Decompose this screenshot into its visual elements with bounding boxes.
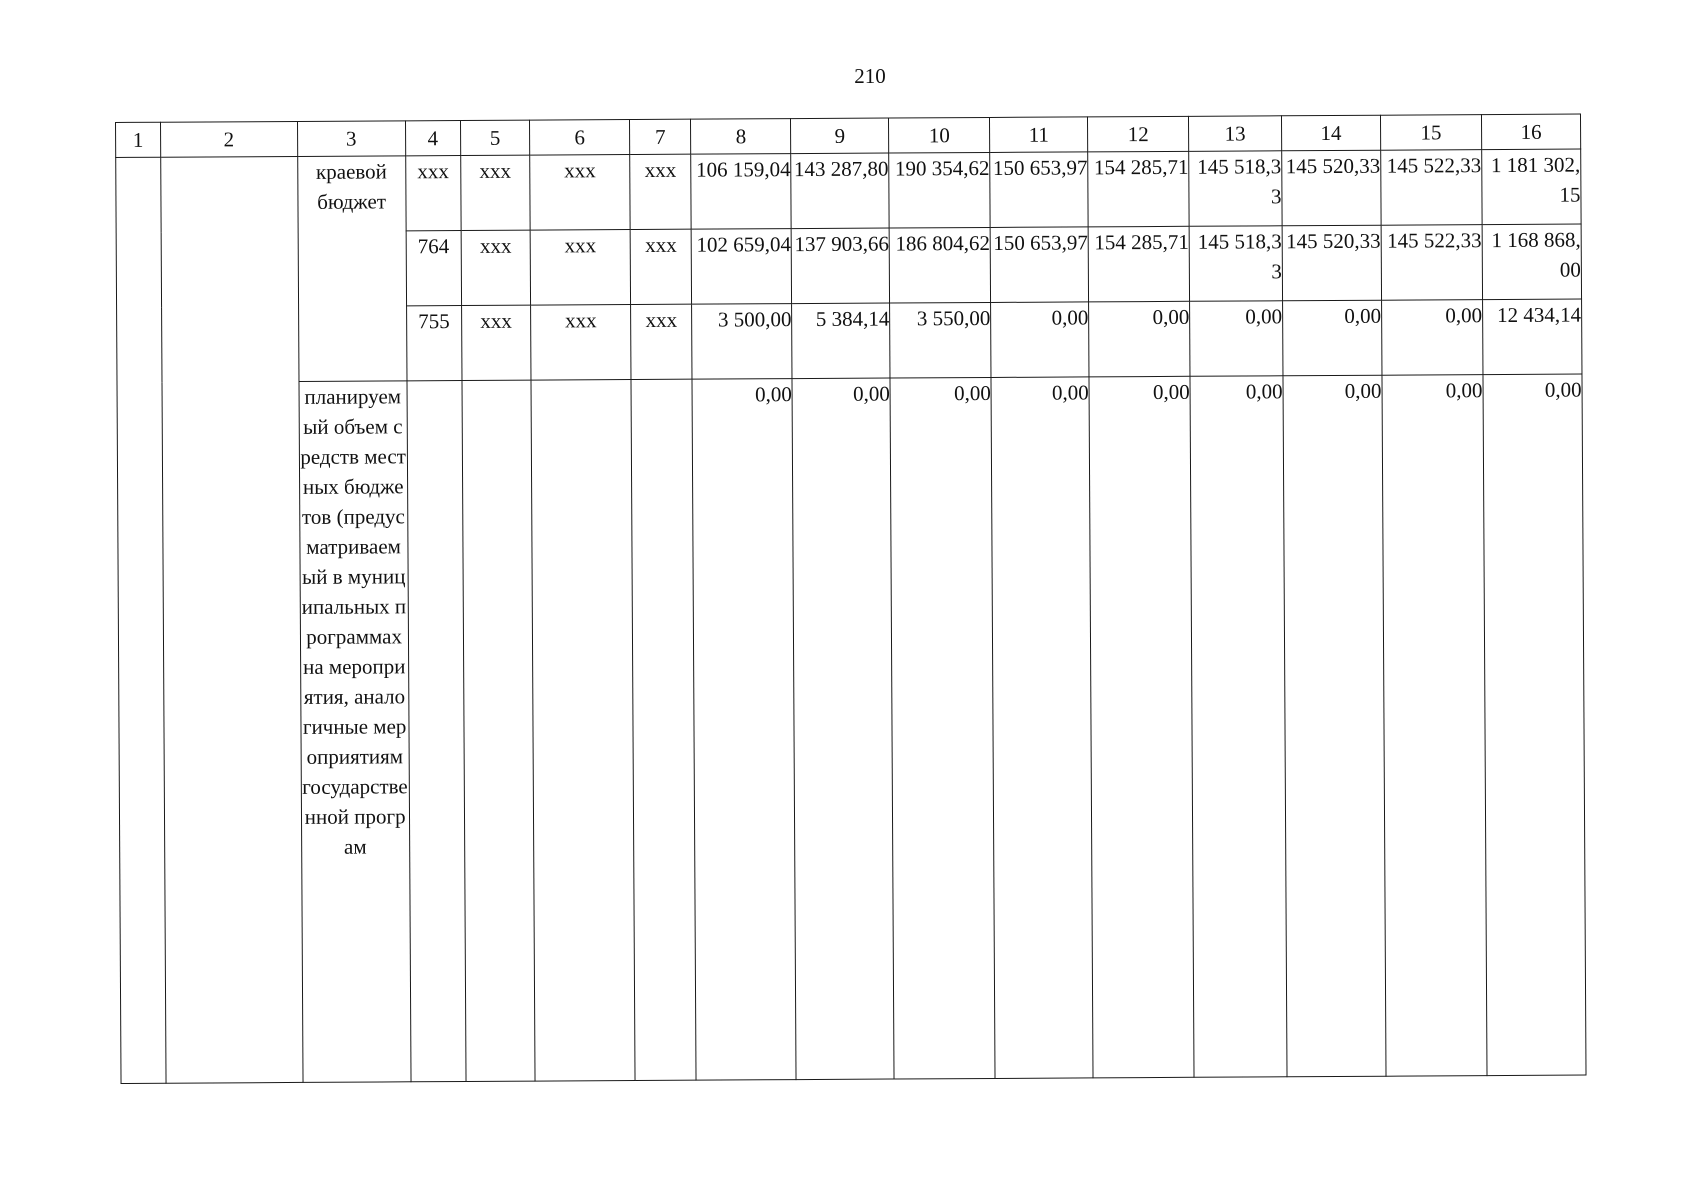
cell-col2 (161, 156, 303, 1083)
value-text: 137 903,66 (794, 231, 890, 257)
header-cell: 2 (160, 121, 297, 157)
table-row-regional-budget (116, 149, 1581, 232)
cell-col7: xxx (631, 304, 693, 379)
header-cell: 9 (791, 118, 889, 154)
header-cell: 5 (460, 120, 530, 155)
cell-value (990, 152, 1088, 228)
cell-value: 0,00 (1483, 374, 1586, 1076)
cell-value (1482, 149, 1582, 225)
value-text: 154 285,71 (1094, 229, 1189, 255)
value-text: 145 518,33 (1197, 229, 1282, 284)
cell-col4 (406, 231, 462, 306)
cell-value (890, 302, 991, 378)
cell-value (1482, 224, 1582, 300)
cell-value: 0,00 (692, 379, 796, 1081)
cell-value (692, 304, 792, 380)
value-text: 0,00 (1152, 304, 1190, 330)
value-text: 1 168 868,00 (1491, 227, 1581, 282)
header-cell: 12 (1088, 116, 1189, 152)
cell-value: 0,00 (1283, 375, 1386, 1077)
value-text: 0,00 (1245, 304, 1283, 329)
header-cell: 8 (691, 119, 791, 155)
cell-value (792, 303, 890, 379)
cell-col7: xxx (630, 154, 692, 229)
header-cell: 16 (1481, 114, 1580, 150)
cell-value (691, 154, 791, 230)
cell-value: 0,00 (1190, 376, 1287, 1078)
cell-value: 0,00 (792, 378, 894, 1080)
cell-col6 (531, 380, 635, 1082)
value-text: 145 520,33 (1286, 228, 1381, 254)
cell-label-regional-budget (297, 156, 406, 382)
value-text: 0,00 (1445, 303, 1483, 328)
cell-col4 (406, 306, 462, 381)
value-text: 145 520,33 (1285, 153, 1381, 179)
header-cell: 3 (297, 121, 405, 157)
value-text: 3 550,00 (916, 305, 991, 331)
value-text: 1 181 302,15 (1490, 152, 1581, 207)
cell-value (1283, 300, 1382, 376)
header-cell: 14 (1281, 115, 1380, 151)
value-text: 102 659,04 (696, 232, 792, 257)
code-text: 755 (418, 309, 450, 334)
cell-value (1282, 225, 1381, 301)
code-text: xxx (417, 159, 449, 184)
cell-label-local-budgets (299, 381, 411, 1083)
cell-value (1189, 151, 1282, 227)
cell-col5 (462, 380, 535, 1081)
cell-col6: xxx (530, 230, 630, 306)
budget-table (115, 114, 1587, 1084)
value-text: 150 653,97 (992, 155, 1088, 180)
cell-value (1381, 150, 1482, 226)
table-row-local-budgets (117, 374, 1586, 1083)
cell-value (889, 152, 990, 228)
cell-value (1381, 300, 1482, 376)
cell-value (1089, 301, 1190, 377)
label-text: краевой бюджет (315, 159, 387, 214)
header-cell: 11 (990, 117, 1088, 153)
label-text: планируемый объем средств местных бюджетов (предусматриваемый в муниципальных программах на мероприятия, аналогичные мероприятиям государственной програм (300, 384, 408, 859)
cell-value (1088, 151, 1189, 227)
value-text: 106 159,04 (696, 157, 791, 182)
value-text: 150 653,97 (993, 230, 1088, 255)
cell-col5: xxx (460, 155, 530, 230)
cell-col6: xxx (531, 305, 631, 381)
cell-value (791, 153, 889, 229)
cell-value: 0,00 (991, 377, 1093, 1079)
cell-col6: xxx (530, 155, 630, 231)
cell-value (1088, 226, 1189, 302)
cell-col7: xxx (630, 229, 692, 304)
value-text: 143 287,80 (793, 156, 889, 182)
header-cell: 10 (889, 117, 990, 153)
cell-value (1189, 226, 1282, 302)
cell-value (691, 229, 791, 305)
value-text: 145 518,33 (1197, 154, 1282, 209)
value-text: 145 522,33 (1386, 153, 1482, 178)
value-text: 3 500,00 (717, 307, 792, 332)
header-cell: 13 (1189, 116, 1282, 152)
cell-value: 0,00 (890, 377, 995, 1079)
header-cell: 15 (1380, 115, 1481, 151)
cell-value: 0,00 (1089, 376, 1194, 1078)
cell-col4 (407, 381, 466, 1082)
cell-col7 (631, 379, 696, 1080)
header-cell: 1 (116, 122, 161, 157)
code-text: 764 (417, 234, 450, 259)
value-text: 190 354,62 (894, 155, 990, 181)
value-text: 0,00 (1051, 305, 1089, 330)
cell-col5: xxx (461, 230, 531, 305)
value-text: 0,00 (1344, 303, 1382, 328)
cell-value (1482, 299, 1582, 375)
value-text: 154 285,71 (1093, 154, 1189, 180)
cell-value (791, 228, 889, 304)
value-text: 12 434,14 (1497, 302, 1582, 328)
value-text: 186 804,62 (895, 230, 990, 256)
header-cell: 6 (530, 120, 630, 156)
value-text: 5 384,14 (815, 306, 890, 331)
cell-value: 0,00 (1382, 375, 1487, 1077)
header-cell: 7 (630, 119, 691, 154)
cell-value (1190, 301, 1283, 377)
cell-col1 (116, 157, 166, 1083)
cell-col4 (405, 156, 461, 231)
cell-value (990, 227, 1088, 303)
cell-value (889, 227, 990, 303)
cell-value (991, 302, 1089, 378)
header-cell: 4 (405, 121, 460, 156)
page-number: 210 (854, 64, 886, 88)
cell-value (1381, 225, 1482, 301)
cell-col5: xxx (461, 305, 531, 380)
cell-value (1282, 150, 1381, 226)
value-text: 145 522,33 (1387, 228, 1482, 253)
